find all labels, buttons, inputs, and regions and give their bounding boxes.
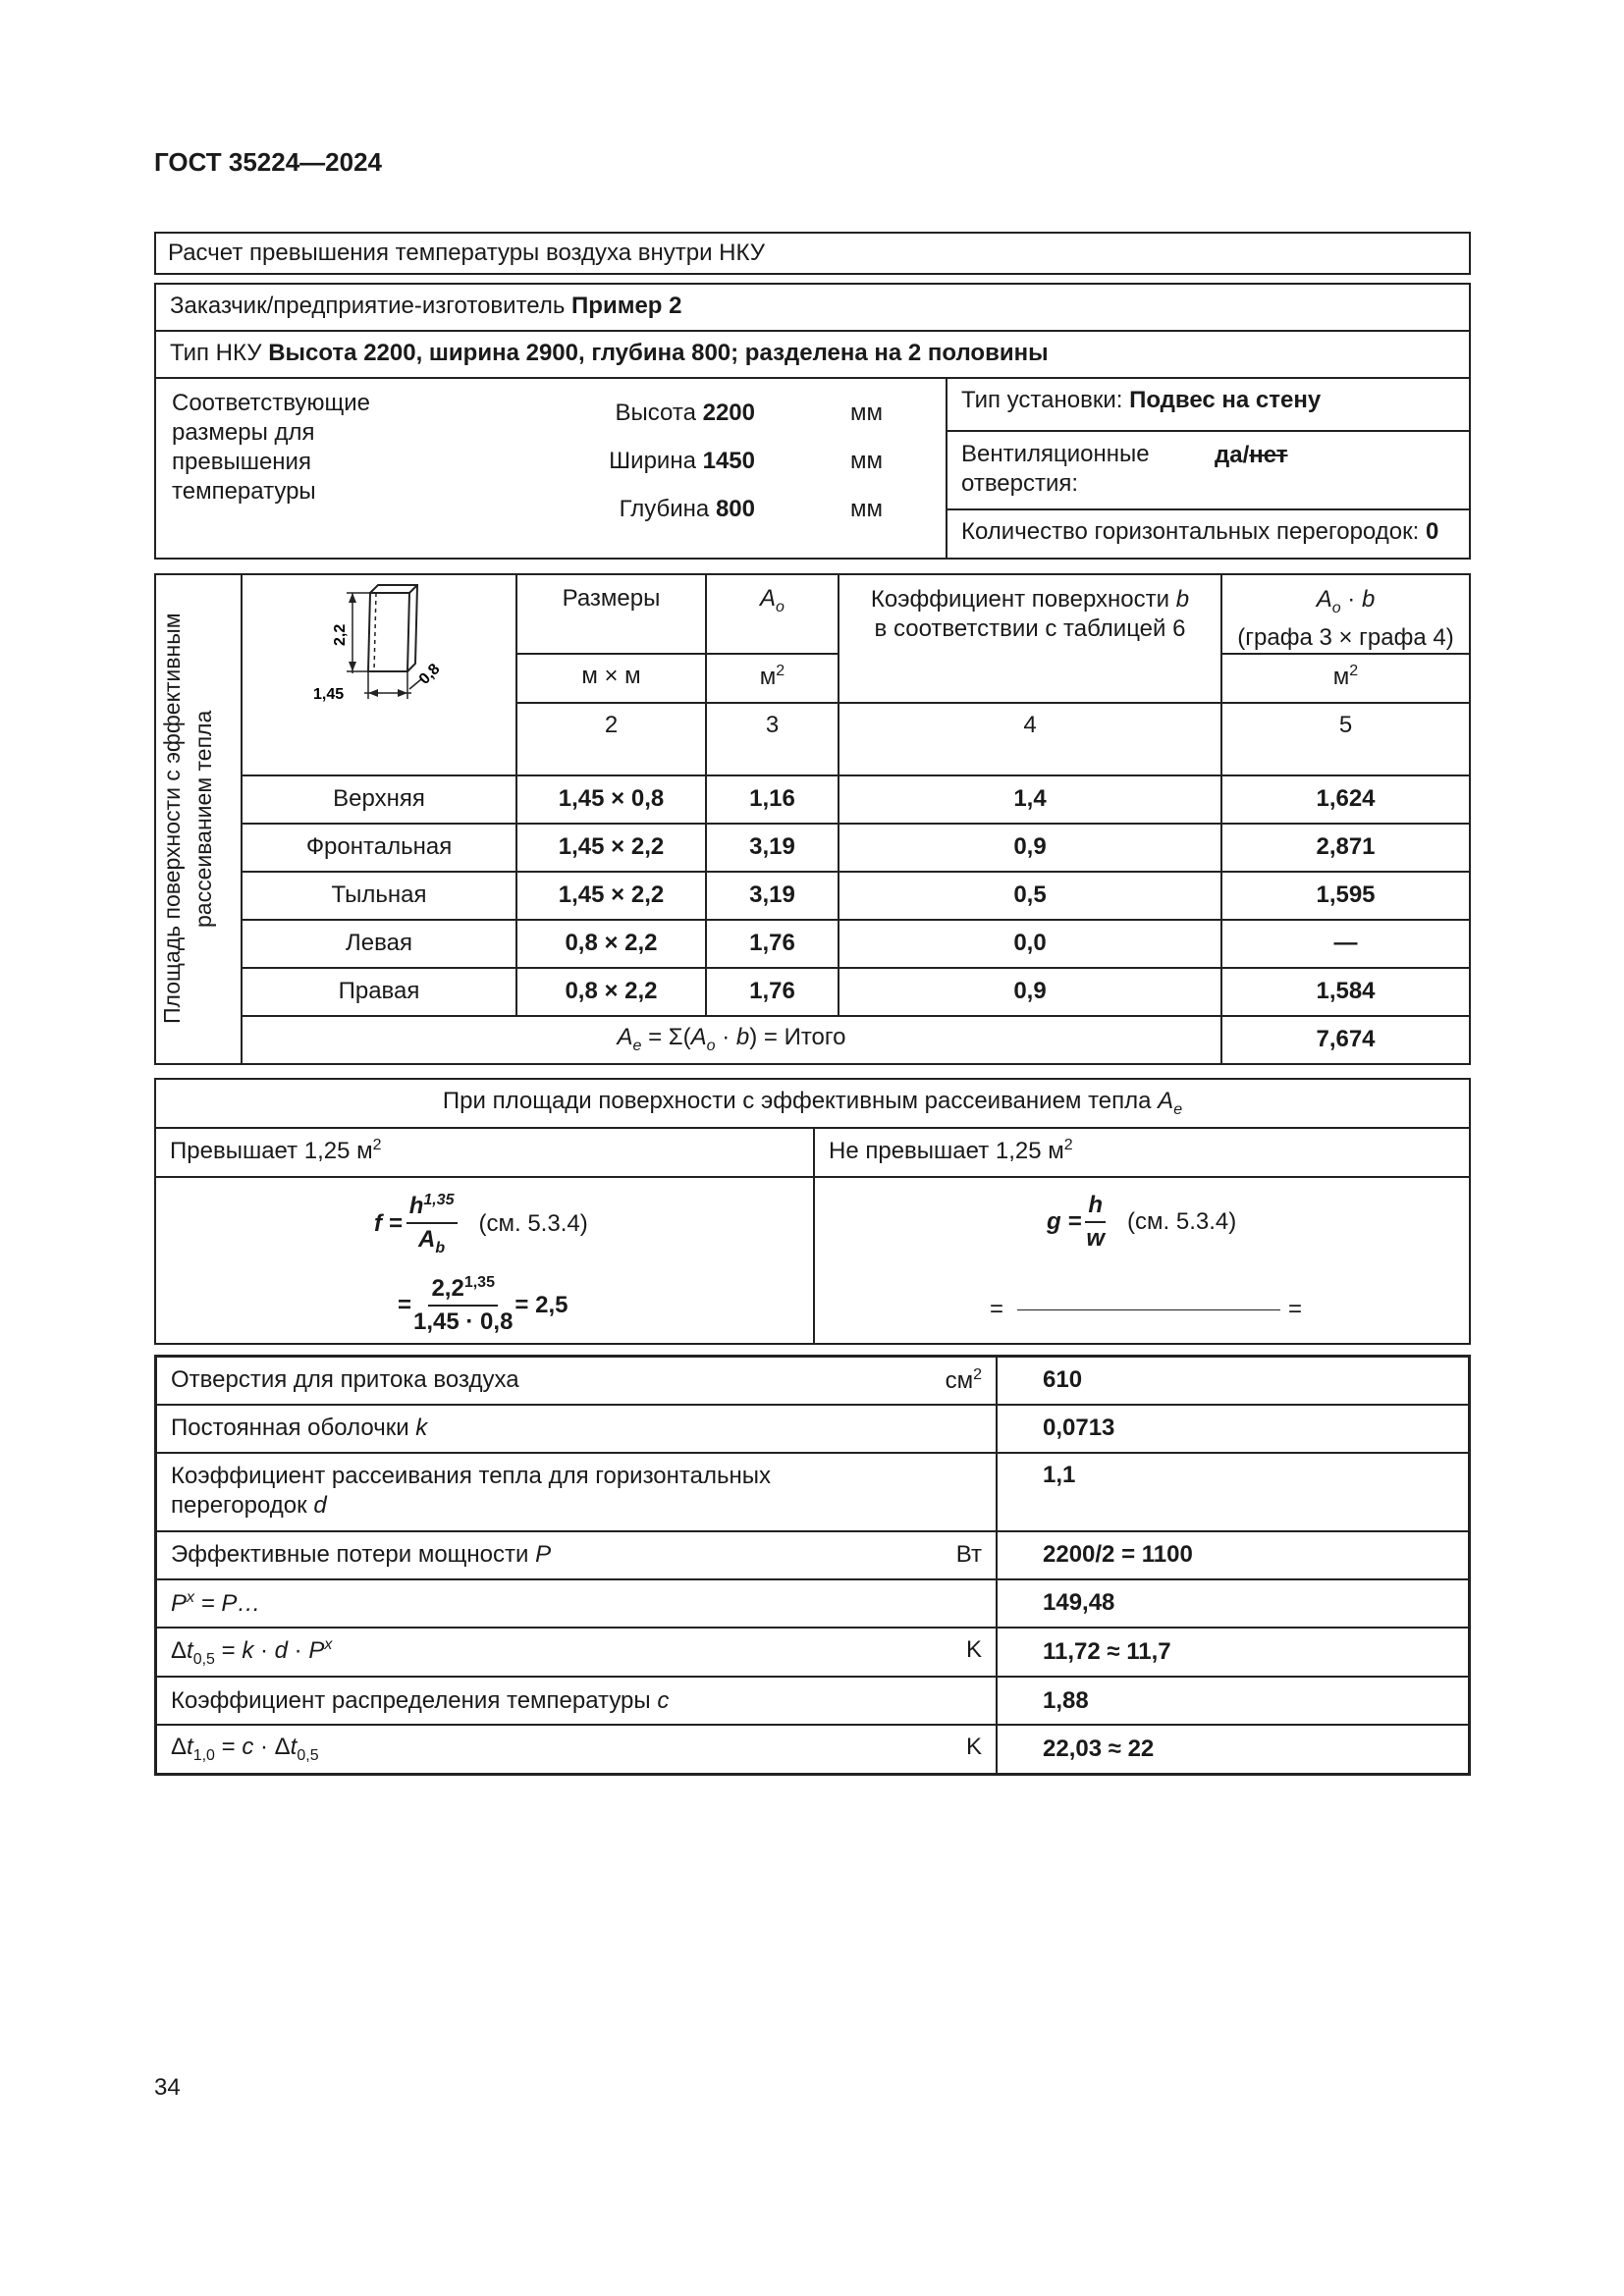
- p-row: Эффективные потери мощности P Вт: [156, 1531, 998, 1579]
- f-formula: f = $\frac{h^{1,35}}{A_b}$ (см. 5.3.4): [374, 1192, 588, 1256]
- row-name: Фронтальная: [242, 824, 516, 872]
- arrow-bottom-icon: [349, 662, 356, 671]
- install-cell: Тип установки: Подвес на стену: [947, 378, 1470, 431]
- row-name: Правая: [242, 968, 516, 1016]
- f-formula-cell: [155, 1177, 814, 1344]
- surface-table: [154, 573, 1471, 1065]
- col-dims-header: Размеры: [516, 574, 706, 654]
- row-name: Левая: [242, 920, 516, 968]
- k-row: Постоянная оболочки k: [156, 1405, 998, 1453]
- dims-cell: [155, 378, 947, 559]
- row-name: Верхняя: [242, 775, 516, 824]
- exceeds-head: Превышает 1,25 $м^2$: [155, 1128, 814, 1177]
- formula-box: [154, 1078, 1471, 1345]
- row-prod: 1,595: [1221, 872, 1470, 920]
- colnum-5: 5: [1221, 703, 1470, 775]
- row-prod: 1,624: [1221, 775, 1470, 824]
- type-row: Тип НКУ Высота 2200, ширина 2900, глубина 800; разделена на 2 половины: [155, 331, 1470, 378]
- row-ao: 3,19: [706, 872, 839, 920]
- arrow-left-icon: [368, 689, 378, 697]
- dt10-value: 22,03 ≈ 22: [997, 1725, 1470, 1774]
- document-code: ГОСТ 35224—2024: [154, 147, 382, 177]
- c-value: 1,88: [997, 1677, 1470, 1725]
- g-formula-cell: [814, 1177, 1470, 1344]
- row-b: 0,5: [839, 872, 1221, 920]
- colnum-3: 3: [706, 703, 839, 775]
- arrow-right-icon: [398, 689, 407, 697]
- not-exceeds-head: Не превышает 1,25 $м^2$: [814, 1128, 1470, 1177]
- total-label: $A_e = \Sigma(A_o \cdot b)$ = Итого: [242, 1016, 1221, 1064]
- row-ao: 1,76: [706, 968, 839, 1016]
- g-formula: g = $\frac{h}{w}$ (см. 5.3.4): [1047, 1192, 1237, 1252]
- height-row: Высота 2200 мм: [615, 400, 883, 426]
- unit-dims: м × м: [516, 654, 706, 703]
- vent-cell: [947, 431, 1470, 509]
- p-value: 2200/2 = 1100: [997, 1531, 1470, 1579]
- colnum-4: 4: [839, 703, 1221, 775]
- row-dims: 1,45 × 2,2: [516, 824, 706, 872]
- row-prod: 1,584: [1221, 968, 1470, 1016]
- f-calc: = $\frac{2,2^{1,35}}{1,45 \cdot 0,8}$ = 2,5: [398, 1274, 568, 1335]
- c-row: Коэффициент распределения температуры c: [156, 1677, 998, 1725]
- d-value: 1,1: [997, 1453, 1470, 1531]
- air-value: 610: [997, 1357, 1470, 1405]
- depth-row: Глубина 800 мм: [619, 496, 883, 522]
- diagram-depth: 0,8: [415, 661, 444, 688]
- dims-label: Соответствующие размеры для превышения температуры: [172, 390, 370, 505]
- g-calc-blank: = =: [990, 1296, 1303, 1322]
- col-ao-header: $A_o$: [706, 574, 839, 654]
- page-number: 34: [154, 2074, 181, 2101]
- row-ao: 1,16: [706, 775, 839, 824]
- dt05-value: 11,72 ≈ 11,7: [997, 1628, 1470, 1678]
- row-dims: 1,45 × 2,2: [516, 872, 706, 920]
- formula-title: При площади поверхности с эффективным рассеиванием тепла $A_e$: [155, 1079, 1470, 1128]
- colnum-2: 2: [516, 703, 706, 775]
- title-box: [154, 232, 1471, 275]
- enclosure-diagram-svg: [243, 575, 515, 772]
- diagram-height: 2,2: [332, 623, 349, 646]
- px-row: $P^x$ = P…: [156, 1579, 998, 1628]
- col-coef-header: Коэффициент поверхности b в соответствии с таблицей 6: [839, 574, 1221, 703]
- row-b: 1,4: [839, 775, 1221, 824]
- k-value: 0,0713: [997, 1405, 1470, 1453]
- info-table: [154, 283, 1471, 560]
- row-b: 0,9: [839, 968, 1221, 1016]
- total-value: 7,674: [1221, 1016, 1470, 1064]
- vent-value: да/нет: [1215, 442, 1288, 468]
- row-name: Тыльная: [242, 872, 516, 920]
- row-dims: 1,45 × 0,8: [516, 775, 706, 824]
- unit-ao: $м^2$: [706, 654, 839, 703]
- width-row: Ширина 1450 мм: [609, 448, 883, 474]
- dt05-row: $\Delta t_{0,5} = k \cdot d \cdot P^x$ K: [156, 1628, 998, 1678]
- row-prod: —: [1221, 920, 1470, 968]
- row-dims: 0,8 × 2,2: [516, 968, 706, 1016]
- dt10-row: $\Delta t_{1,0} = c \cdot \Delta t_{0,5}$ K: [156, 1725, 998, 1774]
- row-b: 0,0: [839, 920, 1221, 968]
- row-dims: 0,8 × 2,2: [516, 920, 706, 968]
- px-value: 149,48: [997, 1579, 1470, 1628]
- calc-title: Расчет превышения температуры воздуха внутри НКУ: [155, 233, 1470, 274]
- row-ao: 3,19: [706, 824, 839, 872]
- surface-side-label: Площадь поверхности с эффективным рассеиванием тепла: [155, 574, 242, 1064]
- row-prod: 2,871: [1221, 824, 1470, 872]
- params-table: [154, 1355, 1471, 1776]
- diagram-width: 1,45: [313, 686, 345, 703]
- arrow-top-icon: [349, 593, 356, 603]
- unit-prod: $м^2$: [1221, 654, 1470, 703]
- vent-label: Вентиляционные отверстия:: [961, 441, 1150, 497]
- air-row: Отверстия для притока воздуха $см^2$: [156, 1357, 998, 1405]
- d-row: Коэффициент рассеивания тепла для горизонтальных перегородок d: [156, 1453, 998, 1531]
- row-ao: 1,76: [706, 920, 839, 968]
- enclosure-diagram: [242, 574, 516, 775]
- col-prod-header: $A_o \cdot b$ (графа 3 × графа 4): [1221, 574, 1470, 654]
- partitions-cell: Количество горизонтальных перегородок: 0: [947, 509, 1470, 559]
- customer-row: Заказчик/предприятие-изготовитель Пример 2: [155, 284, 1470, 331]
- row-b: 0,9: [839, 824, 1221, 872]
